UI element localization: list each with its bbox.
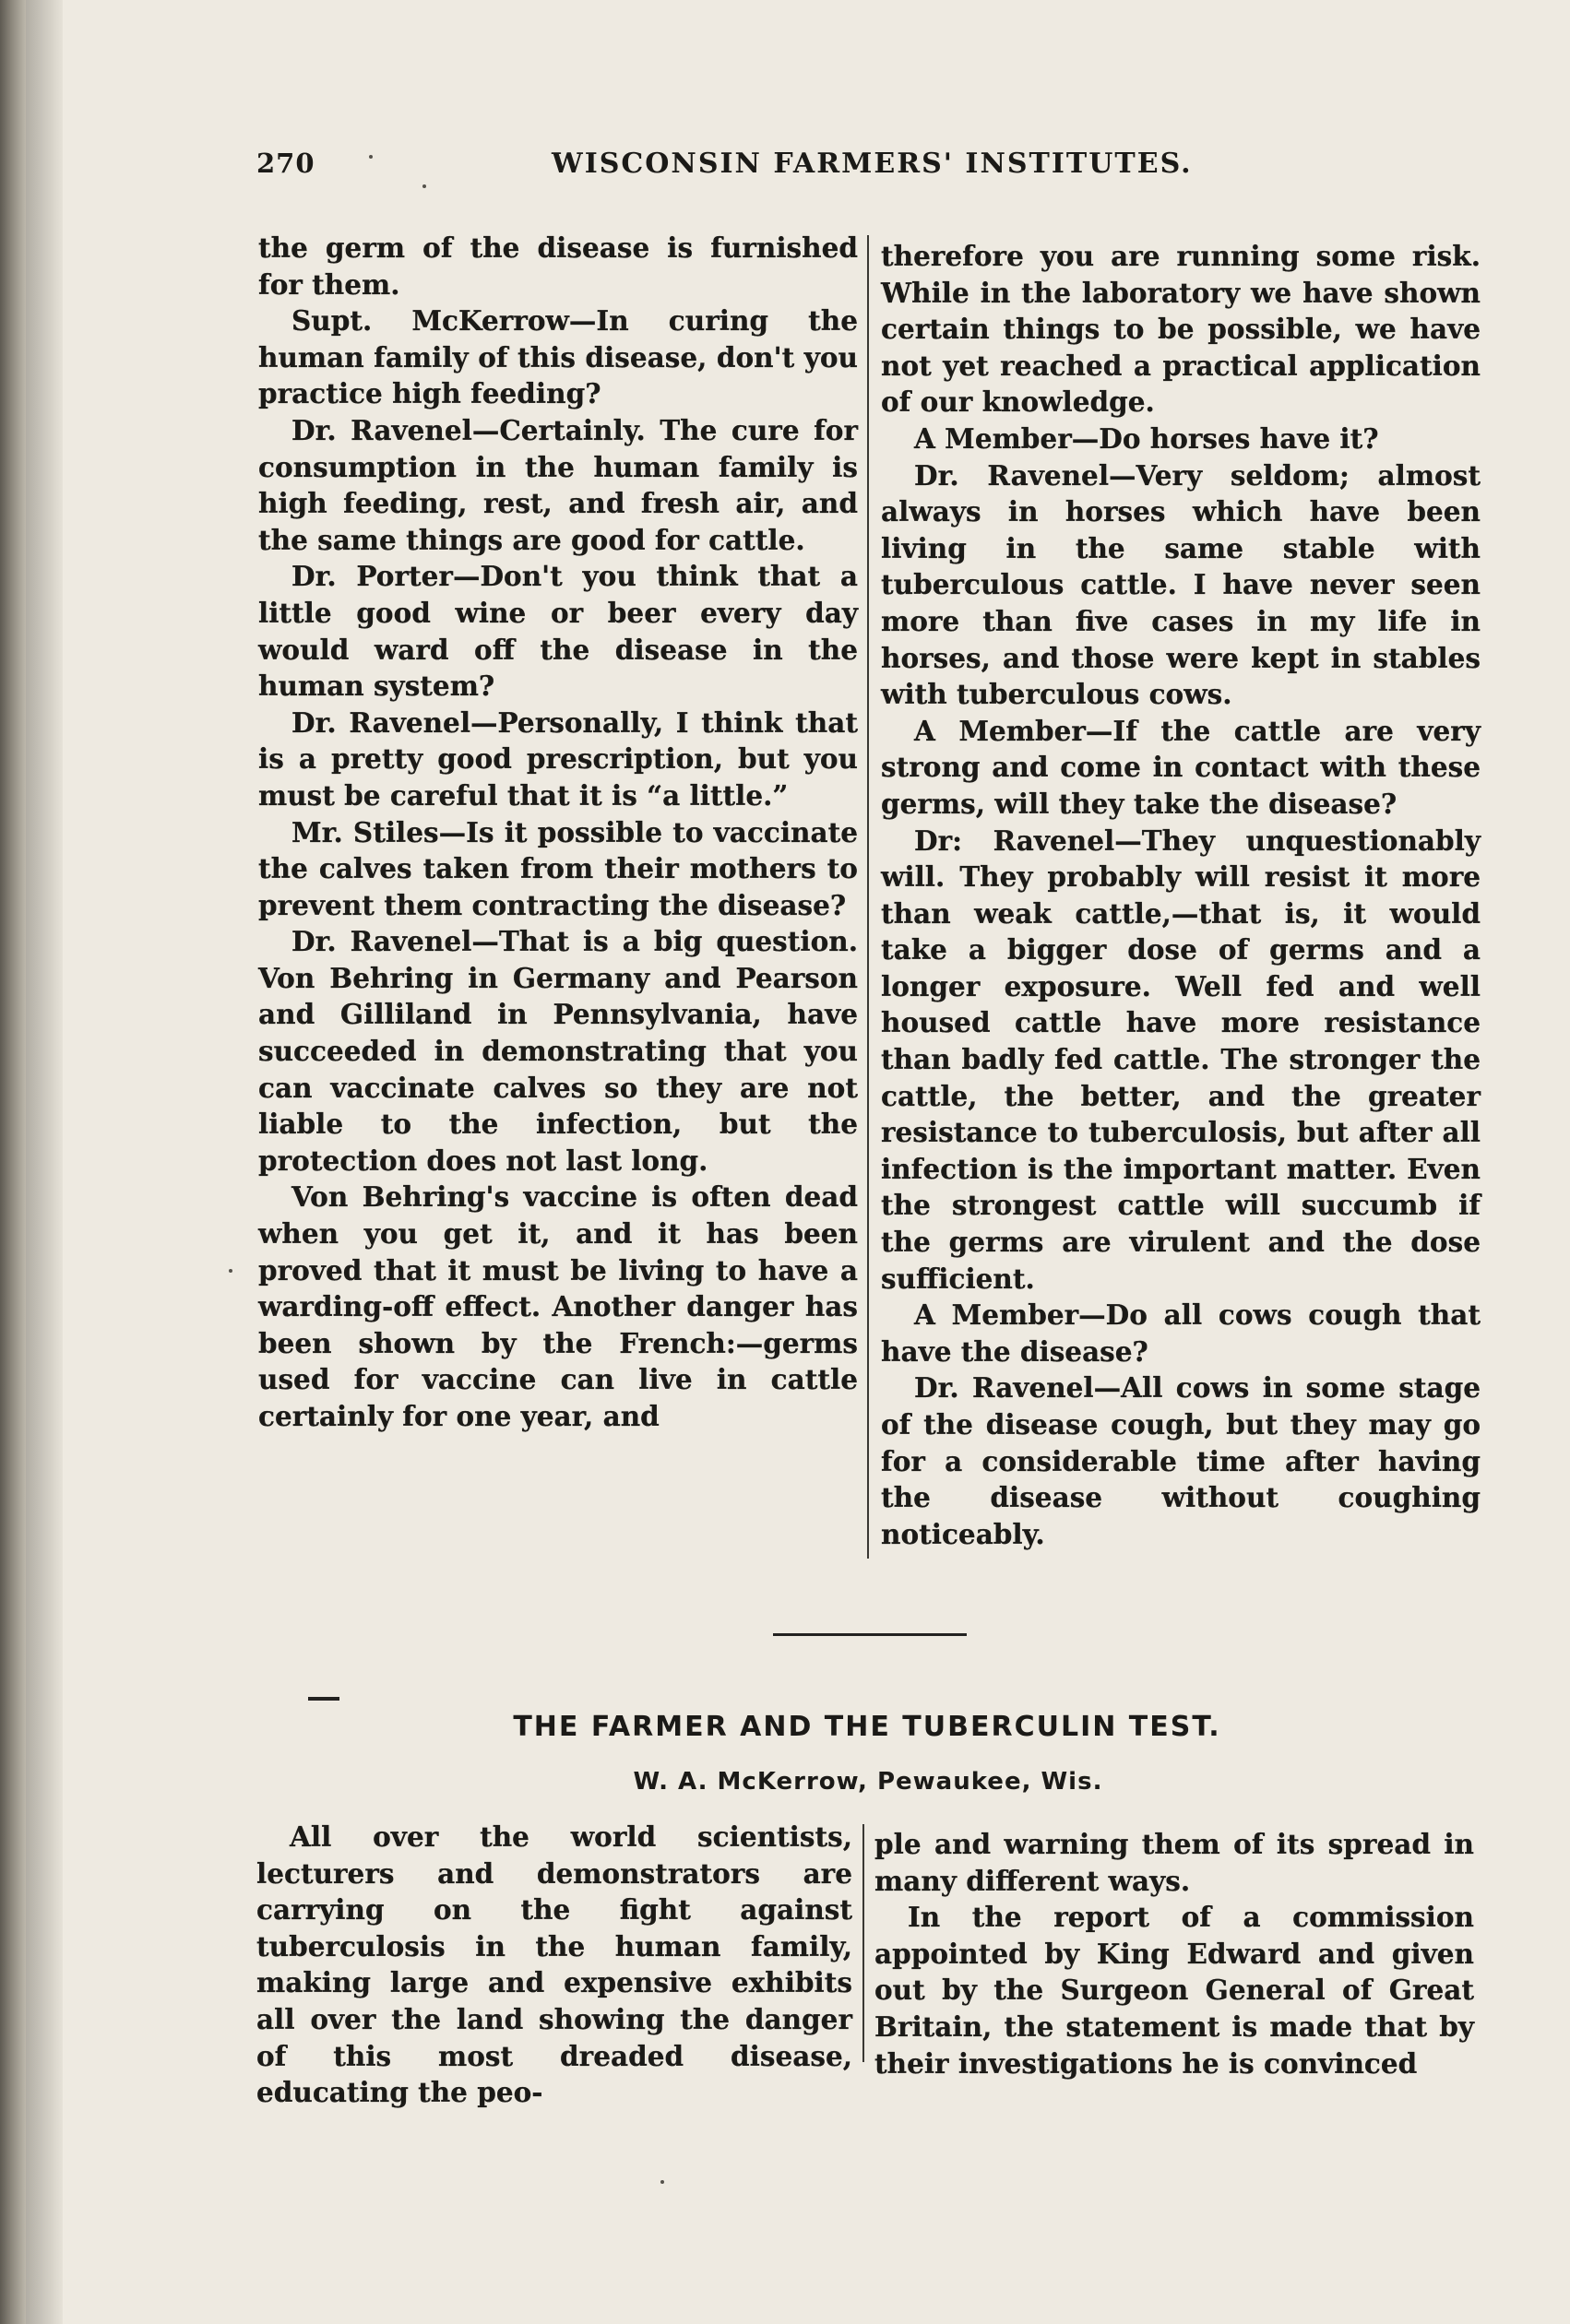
paragraph: Von Behring's vaccine is often dead when you get it, and it has been proved that it must be living to have a warding-off effect. Another danger has been shown by the French:—germs used for vaccine can live in cattle certainly for one year, and <box>258 1180 858 1432</box>
book-binding <box>0 0 26 2324</box>
paragraph: Dr: Ravenel—They unquestionably will. They probably will resist it more than weak cattle,—that is, it would take a bigger dose of germs and a longer exposure. Well fed and well housed cattle have more resistance than badly fed cattle. The stronger the cattle, the better, and the greater resistance to tuberculosis, but after all infection is the important matter. Even the strongest cattle will succumb if the germs are virulent and the dose sufficient. <box>881 824 1481 1295</box>
paragraph: Dr. Porter—Don't you think that a little good wine or beer every day would ward off the disease in the human system? <box>258 560 858 703</box>
paragraph: Dr. Ravenel—All cows in some stage of the disease cough, but they may go for a considerable time after having the disease without coughing noticeably. <box>881 1371 1481 1550</box>
paragraph: All over the world scientists, lecturers and demonstrators are carrying on the fight against tuberculosis in the human family, making large and expensive exhibits all over the land showing the danger of this most dreaded disease, educating the peo- <box>256 1820 852 2109</box>
column-1 <box>258 230 858 1435</box>
column-2 <box>881 238 1481 1552</box>
column-divider-top <box>867 235 869 1559</box>
paragraph: ple and warning them of its spread in many different ways. <box>874 1828 1474 1897</box>
print-speck <box>660 2180 664 2184</box>
paragraph: therefore you are running some risk. While in the laboratory we have shown certain things to be possible, we have not yet reached a practical application of our knowledge. <box>881 240 1481 419</box>
paragraph: A Member—Do all cows cough that have the disease? <box>881 1298 1481 1368</box>
article-author: W. A. McKerrow, Pewaukee, Wis. <box>633 1768 1103 1796</box>
paragraph: Dr. Ravenel—That is a big question. Von Behring in Germany and Pearson and Gilliland in Pennsylvania, have succeeded in demonstrating that you can vaccinate calves so they are not liable to the infection, but the protection does not last long. <box>258 925 858 1177</box>
column-4 <box>874 1826 1474 2081</box>
running-title: WISCONSIN FARMERS' INSTITUTES. <box>552 148 1193 180</box>
paragraph: A Member—If the cattle are very strong and come in contact with these germs, will they take the disease? <box>881 714 1481 820</box>
paragraph: the germ of the disease is furnished for them. <box>258 231 858 301</box>
page-number: 270 <box>256 148 315 179</box>
column-divider-bottom <box>862 1824 864 2062</box>
print-speck <box>422 184 426 188</box>
article-title: THE FARMER AND THE TUBERCULIN TEST. <box>513 1711 1221 1743</box>
running-head <box>0 148 1570 194</box>
column-3 <box>256 1819 852 2111</box>
print-speck <box>369 155 373 159</box>
paragraph: Mr. Stiles—Is it possible to vaccinate the calves taken from their mothers to prevent them contracting the disease? <box>258 815 858 921</box>
binding-shadow <box>26 0 63 2324</box>
paragraph: Dr. Ravenel—Very seldom; almost always in horses which have been living in the same stable with tuberculous cattle. I have never seen more than five cases in my life in horses, and those were kept in stables with tuberculous cows. <box>881 458 1481 711</box>
paragraph: In the report of a commission appointed by King Edward and given out by the Surgeon General of Great Britain, the statement is made that by their investigations he is convinced <box>874 1901 1474 2080</box>
margin-dash-mark <box>308 1697 339 1701</box>
paragraph: Supt. McKerrow—In curing the human family of this disease, don't you practice high feeding? <box>258 304 858 410</box>
paragraph: Dr. Ravenel—Personally, I think that is a pretty good prescription, but you must be careful that it is “a little.” <box>258 706 858 812</box>
paragraph: Dr. Ravenel—Certainly. The cure for consumption in the human family is high feeding, rest, and fresh air, and the same things are good for cattle. <box>258 413 858 556</box>
paragraph: A Member—Do horses have it? <box>914 421 1379 455</box>
print-speck <box>229 1269 232 1273</box>
section-divider-rule <box>773 1633 967 1636</box>
